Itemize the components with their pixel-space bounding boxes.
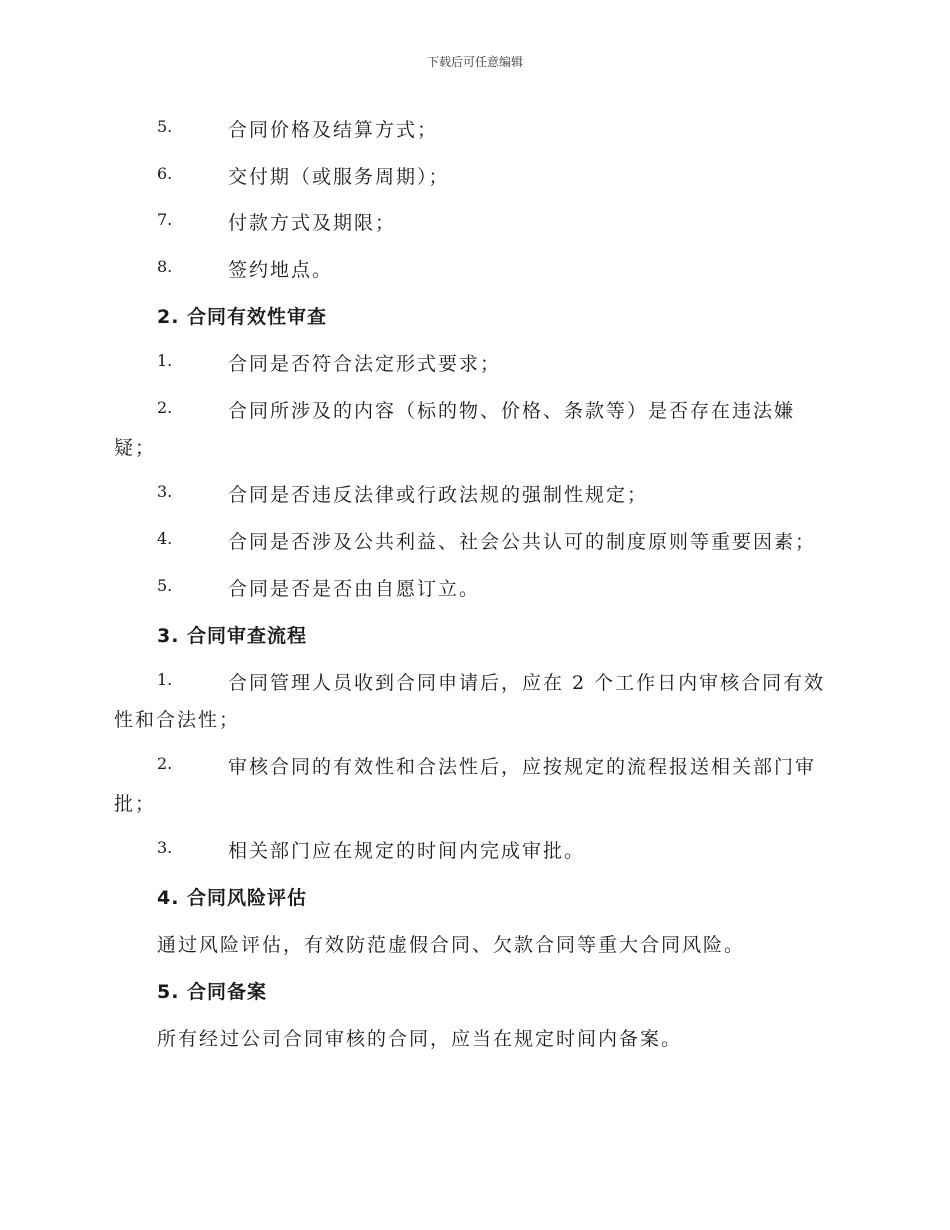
list-number: 1. [157, 351, 173, 370]
list-number: 5. [157, 117, 173, 136]
list-text: 合同是否涉及公共利益、社会公共认可的制度原则等重要因素； [228, 531, 817, 553]
list-text: 合同管理人员收到合同申请后，应在 2 个工作日内审核合同有效 [228, 672, 826, 694]
section-heading: 2. 合同有效性审查 [157, 306, 328, 328]
list-text: 交付期（或服务周期）； [228, 166, 450, 188]
list-text: 相关部门应在规定的时间内完成审批。 [228, 840, 586, 862]
list-text: 合同是否违反法律或行政法规的强制性规定； [228, 484, 649, 506]
list-number: 3. [157, 838, 173, 857]
list-number: 6. [157, 164, 173, 183]
list-number: 8. [157, 257, 173, 276]
section-heading: 4. 合同风险评估 [157, 887, 308, 909]
list-continuation: 批； [114, 793, 157, 815]
list-text: 付款方式及期限； [228, 212, 397, 234]
page-header: 下载后可任意编辑 [426, 55, 523, 69]
list-number: 2. [157, 398, 173, 417]
section-heading: 3. 合同审查流程 [157, 625, 308, 647]
paragraph: 通过风险评估，有效防范虚假合同、欠款合同等重大合同风险。 [157, 934, 746, 956]
list-continuation: 性和合法性； [114, 709, 241, 731]
list-continuation: 疑； [114, 437, 157, 459]
list-text: 签约地点。 [228, 259, 334, 281]
list-number: 4. [157, 529, 173, 548]
section-heading: 5. 合同备案 [157, 981, 268, 1003]
list-text: 合同所涉及的内容（标的物、价格、条款等）是否存在违法嫌 [228, 400, 796, 422]
list-text: 合同是否是否由自愿订立。 [228, 578, 481, 600]
list-text: 合同价格及结算方式； [228, 119, 439, 141]
list-number: 5. [157, 576, 173, 595]
list-number: 3. [157, 482, 173, 501]
list-text: 合同是否符合法定形式要求； [228, 353, 502, 375]
list-number: 1. [157, 670, 173, 689]
list-number: 7. [157, 210, 173, 229]
list-text: 审核合同的有效性和合法性后，应按规定的流程报送相关部门审 [228, 756, 817, 778]
list-number: 2. [157, 754, 173, 773]
paragraph: 所有经过公司合同审核的合同，应当在规定时间内备案。 [157, 1028, 683, 1050]
